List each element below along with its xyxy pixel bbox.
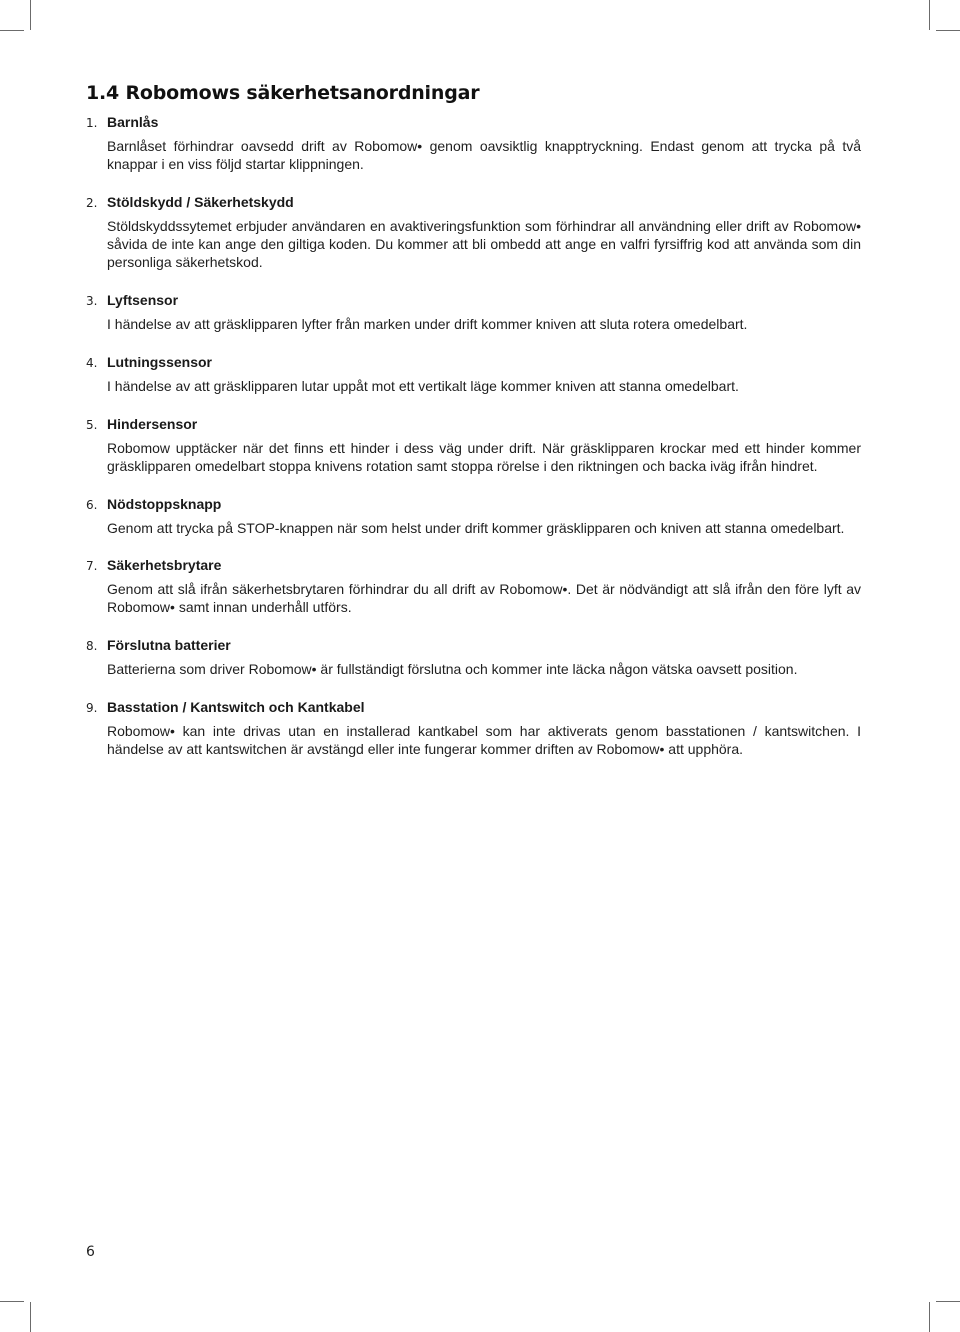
- crop-mark-top-left-vertical: [30, 0, 31, 30]
- section-body: Barnlåset förhindrar oavsedd drift av Robomow• genom oavsiktlig knapptryckning. Endast genom att trycka på två knappar i en viss följd startar klippningen.: [107, 138, 861, 172]
- section-barnlas: [86, 114, 861, 173]
- section-number: 7.: [86, 559, 98, 573]
- section-nodstoppsknapp: [86, 496, 861, 537]
- section-title: Barnlås: [107, 114, 159, 130]
- section-body: Genom att trycka på STOP-knappen när som helst under drift kommer gräsklipparen och kniven att stanna omedelbart.: [107, 520, 845, 536]
- section-body: Genom att slå ifrån säkerhetsbrytaren förhindrar du all drift av Robomow•. Det är nödvändigt att slå ifrån den före lyft av Robomow• samt innan underhåll utförs.: [107, 581, 861, 615]
- section-header: [86, 496, 861, 516]
- section-lyftsensor: [86, 292, 861, 333]
- section-title: Säkerhetsbrytare: [107, 557, 222, 573]
- section-forslutna-batterier: [86, 637, 861, 678]
- section-lutningssensor: [86, 354, 861, 395]
- crop-mark-top-left-horizontal: [0, 30, 24, 31]
- section-header: [86, 699, 861, 719]
- page-title: 1.4 Robomows säkerhetsanordningar: [86, 82, 480, 104]
- crop-mark-top-right-vertical: [929, 0, 930, 30]
- section-number: 1.: [86, 116, 98, 130]
- section-title: Stöldskydd / Säkerhetskydd: [107, 194, 294, 210]
- section-title: Nödstoppsknapp: [107, 496, 222, 512]
- section-number: 3.: [86, 294, 98, 308]
- section-body: Robomow upptäcker när det finns ett hinder i dess väg under drift. När gräsklipparen krockar med ett hinder kommer gräsklipparen omedelbart stoppa knivens rotation samt stoppa rörelse i den riktningen och backa iväg ifrån hindret.: [107, 440, 861, 474]
- section-title: Basstation / Kantswitch och Kantkabel: [107, 699, 365, 715]
- section-hindersensor: [86, 416, 861, 475]
- section-body: I händelse av att gräsklipparen lyfter från marken under drift kommer kniven att sluta rotera omedelbart.: [107, 316, 748, 332]
- section-header: [86, 292, 861, 312]
- crop-mark-bottom-right-horizontal: [936, 1301, 960, 1302]
- section-number: 9.: [86, 701, 98, 715]
- section-number: 5.: [86, 418, 98, 432]
- crop-mark-bottom-left-horizontal: [0, 1301, 24, 1302]
- section-body: Stöldskyddssytemet erbjuder användaren en avaktiveringsfunktion som förhindrar all användning eller drift av Robomow• såvida de inte kan ange den giltiga koden. Du kommer att bli ombedd att ange en valfri fyrsiffrig kod att använda som din personliga säkerhetskod.: [107, 218, 861, 270]
- section-body: I händelse av att gräsklipparen lutar uppåt mot ett vertikalt läge kommer kniven att stanna omedelbart.: [107, 378, 739, 394]
- section-header: [86, 416, 861, 436]
- section-title: Lutningssensor: [107, 354, 213, 370]
- section-header: [86, 354, 861, 374]
- section-title: Lyftsensor: [107, 292, 179, 308]
- crop-mark-bottom-left-vertical: [30, 1302, 31, 1332]
- section-number: 6.: [86, 498, 98, 512]
- section-title: Hindersensor: [107, 416, 198, 432]
- section-header: [86, 557, 861, 577]
- crop-mark-top-right-horizontal: [936, 30, 960, 31]
- section-number: 2.: [86, 196, 98, 210]
- section-body: Batterierna som driver Robomow• är fullständigt förslutna och kommer inte läcka någon vätska oavsett position.: [107, 661, 798, 677]
- section-sakerhetsbrytare: [86, 557, 861, 616]
- section-number: 4.: [86, 356, 98, 370]
- page-number: 6: [86, 1244, 95, 1260]
- section-header: [86, 637, 861, 657]
- section-header: [86, 114, 861, 134]
- section-number: 8.: [86, 639, 98, 653]
- section-title: Förslutna batterier: [107, 637, 231, 653]
- crop-mark-bottom-right-vertical: [929, 1302, 930, 1332]
- section-basstation: [86, 699, 861, 758]
- section-header: [86, 194, 861, 214]
- section-stoldskydd: [86, 194, 861, 271]
- section-body: Robomow• kan inte drivas utan en installerad kantkabel som har aktiverats genom basstationen / kantswitchen. I händelse av att kantswitchen är avstängd eller inte fungerar kommer driften av Robomow• att upphöra.: [107, 723, 861, 757]
